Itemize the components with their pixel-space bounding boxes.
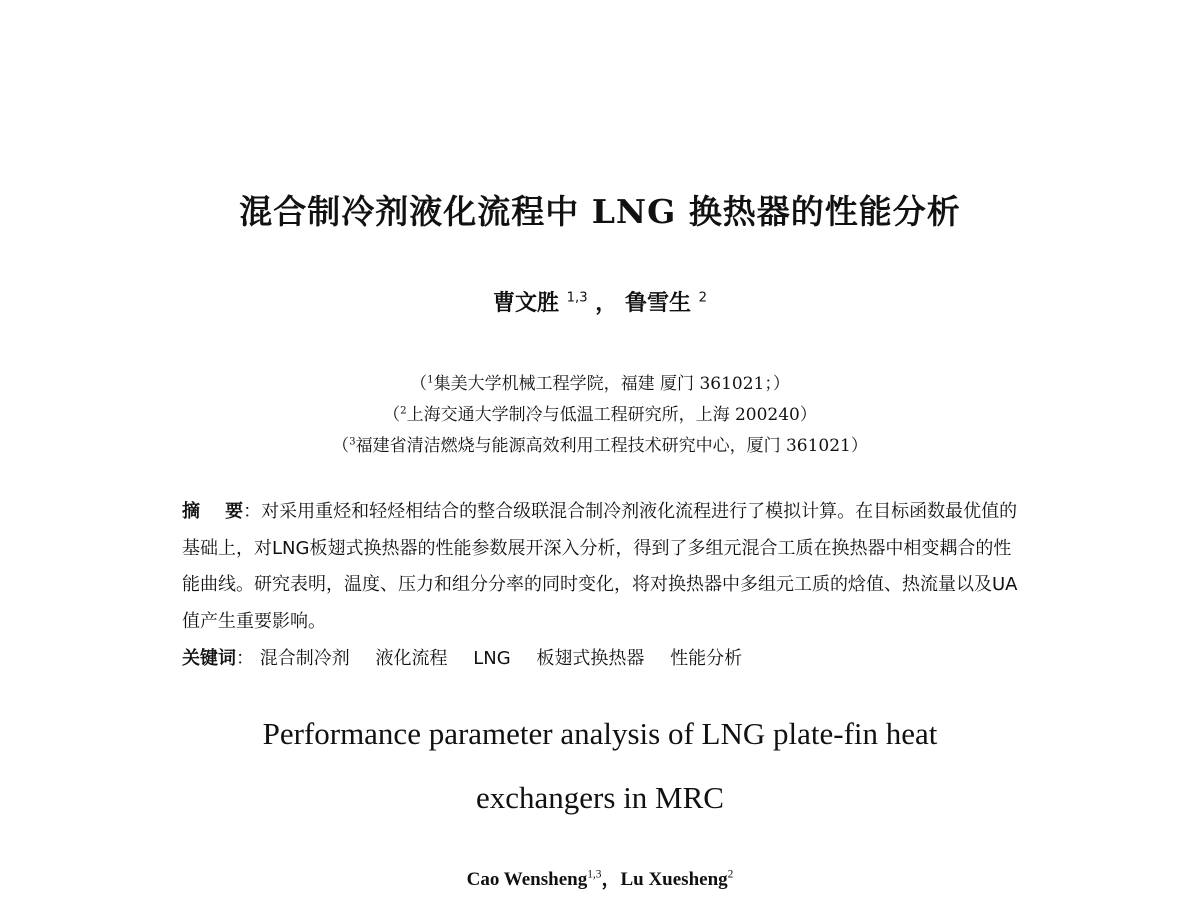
abstract-label: 摘 要 [182, 501, 244, 522]
author-separator: ， [601, 869, 621, 890]
paren: （ [410, 374, 428, 394]
affiliation-text: 集美大学机械工程学院，福建 厦门 361021；） [433, 374, 790, 394]
affiliation-text: 上海交通大学制冷与低温工程研究所，上海 200240） [406, 405, 817, 425]
paper-title-en-line1: Performance parameter analysis of LNG plate-fin heat [262, 716, 938, 751]
keywords [182, 641, 1022, 678]
abstract [182, 494, 1022, 640]
author-affiliation-marker: 2 [698, 290, 708, 306]
paren: （ [332, 436, 350, 456]
author-affiliation-marker: 2 [727, 868, 734, 881]
affiliation-line [0, 431, 1200, 456]
affiliation-marker: 2 [400, 405, 407, 417]
affiliation-marker: 3 [349, 436, 356, 448]
paper-title-en-line2: exchangers in MRC [476, 780, 724, 815]
author-affiliation-marker: 1,3 [587, 868, 602, 881]
affiliation-line [0, 369, 1200, 394]
abstract-text: ：对采用重烃和轻烃相结合的整合级联混合制冷剂液化流程进行了模拟计算。在目标函数最优值的基础上，对LNG板翅式换热器的性能参数展开深入分析，得到了多组元混合工质在换热器中相变耦合的性能曲线。研究表明，温度、压力和组分分率的同时变化，将对换热器中多组元工质的焓值、热流量以及UA值产生重要影响。 [182, 501, 1018, 632]
author-separator: ， [595, 291, 618, 316]
affiliation-marker: 1 [427, 374, 434, 386]
keyword: 混合制冷剂 [259, 648, 350, 669]
paren: （ [383, 405, 401, 425]
keyword: 液化流程 [375, 648, 448, 669]
keywords-label: 关键词 [182, 648, 236, 669]
paper-title-cn: 混合制冷剂液化流程中 LNG 换热器的性能分析 [239, 192, 961, 231]
authors-cn [0, 286, 1200, 317]
author-name: 鲁雪生 [624, 291, 691, 316]
keyword: 板翅式换热器 [536, 648, 645, 669]
keyword: 性能分析 [670, 648, 743, 669]
author-name: Cao Wensheng [466, 869, 588, 890]
author-name: 曹文胜 [492, 291, 559, 316]
keyword: LNG [473, 648, 511, 669]
author-name: Lu Xuesheng [620, 869, 728, 890]
affiliation-line [0, 400, 1200, 425]
author-affiliation-marker: 1,3 [566, 290, 588, 306]
keywords-colon: ： [236, 648, 254, 669]
authors-en [0, 864, 1200, 891]
affiliation-text: 福建省清洁燃烧与能源高效利用工程技术研究中心，厦门 361021） [355, 436, 868, 456]
